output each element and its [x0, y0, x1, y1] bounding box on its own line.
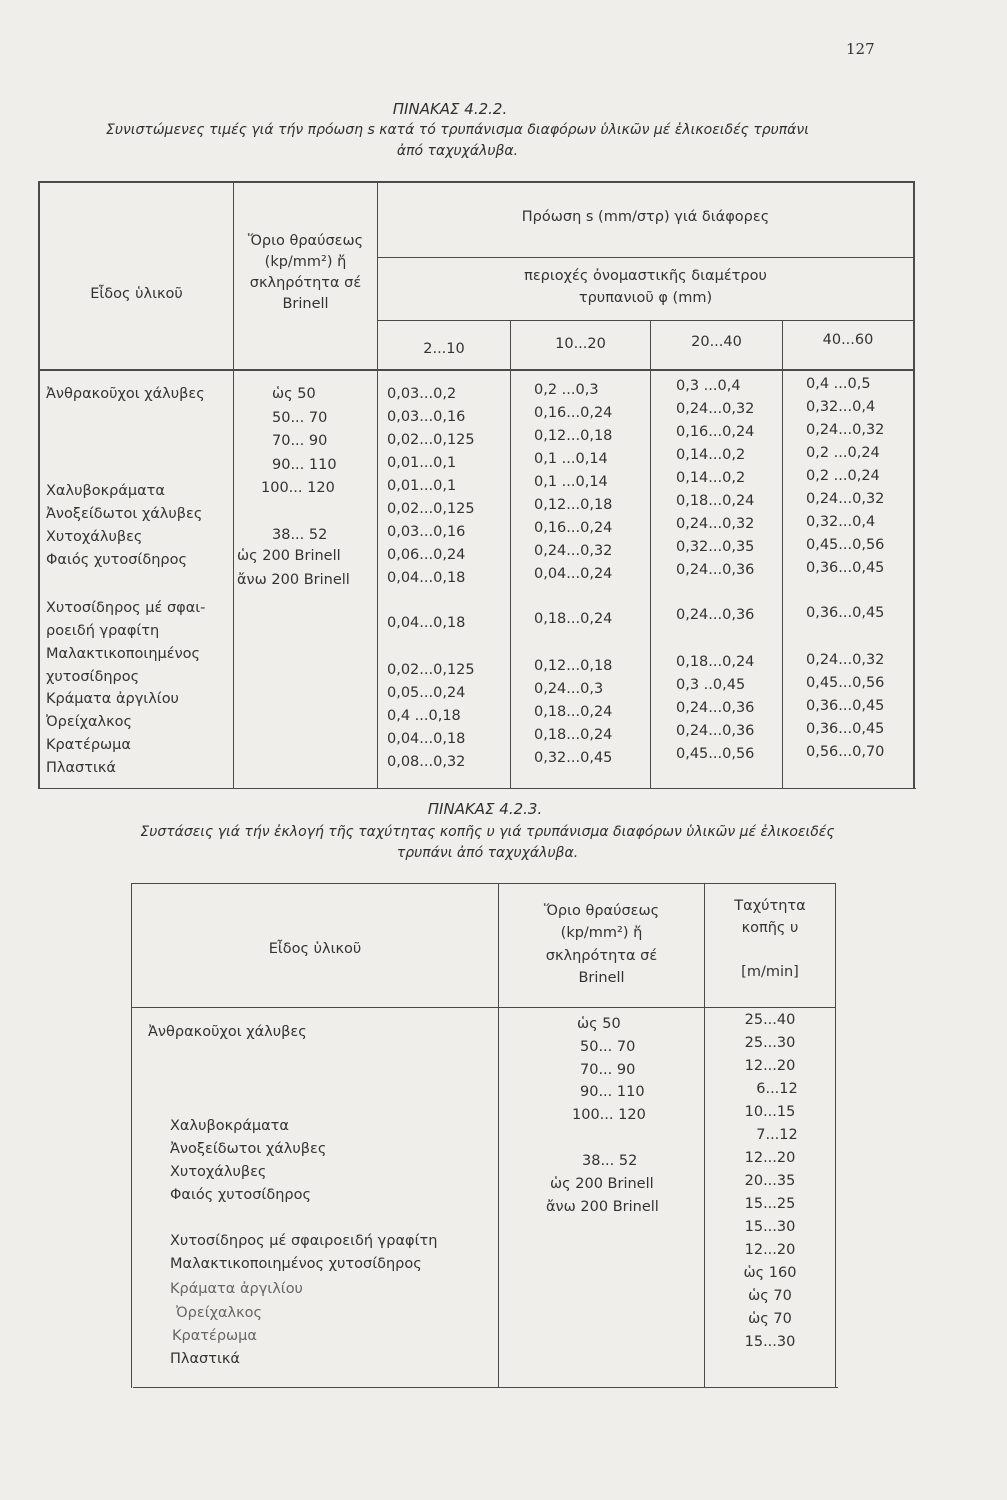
- t2-header-material: Εἶδος ὑλικοῦ: [268, 941, 362, 957]
- t2-str-3: 90... 110: [580, 1084, 645, 1100]
- t1-header-feed-3: τρυπανιοῦ φ (mm): [578, 290, 713, 306]
- t1-v-10-0: 0,02...0,125: [387, 662, 475, 678]
- t1-v-14-1: 0,32...0,45: [534, 750, 613, 766]
- t1-v-2-0: 0,02...0,125: [387, 432, 475, 448]
- t1-v-5-3: 0,24...0,32: [806, 491, 885, 507]
- t2-str-4: 100... 120: [572, 1107, 646, 1123]
- t2-header-strength-4: Brinell: [578, 970, 625, 986]
- t1-v-8-0: 0,04...0,18: [387, 570, 466, 586]
- t1-mat-9: Χυτοσίδηρος μέ σφαι-: [46, 600, 206, 616]
- t1-str-2: 70... 90: [272, 433, 328, 449]
- t2-speed-6: 12...20: [744, 1150, 796, 1166]
- t1-v-4-1: 0,1 ...0,14: [534, 474, 608, 490]
- t2-header-speed-1: Ταχύτητα: [734, 898, 806, 914]
- t1-v-0-0: 0,03...0,2: [387, 386, 457, 402]
- t1-v-5-0: 0,02...0,125: [387, 501, 475, 517]
- table2-title: ΠΙΝΑΚΑΣ 4.2.3.: [427, 800, 543, 818]
- t1-header-strength-2: (kp/mm²) ἤ: [264, 254, 347, 270]
- t1-v-12-2: 0,24...0,36: [676, 700, 755, 716]
- t2-str-2: 70... 90: [580, 1062, 636, 1078]
- t1-v-11-1: 0,24...0,3: [534, 681, 604, 697]
- t1-v-1-3: 0,32...0,4: [806, 399, 876, 415]
- t1-mat-11: Κράματα ἀργιλίου: [46, 691, 179, 707]
- t1-header-strength-1: Ὅριο θραύσεως: [247, 233, 364, 249]
- t1-str-0: ὡς 50: [272, 386, 316, 402]
- t1-v-12-1: 0,18...0,24: [534, 704, 613, 720]
- t2-speed-1: 25...30: [744, 1035, 796, 1051]
- t2-mat-1: Χαλυβοκράματα: [170, 1118, 289, 1134]
- t1-mat-0: Ἀνθρακοῦχοι χάλυβες: [46, 386, 205, 402]
- t1-v-12-0: 0,4 ...0,18: [387, 708, 461, 724]
- t1-v-5-2: 0,18...0,24: [676, 493, 755, 509]
- t2-header-speed-2: κοπῆς υ: [741, 920, 799, 936]
- t1-v-9-2: 0,24...0,36: [676, 607, 755, 623]
- t1-header-strength-4: Brinell: [282, 296, 329, 312]
- t1-v-12-3: 0,36...0,45: [806, 698, 885, 714]
- t1-str-1: 50... 70: [272, 410, 328, 426]
- t1-header-strength-3: σκληρότητα σέ: [249, 275, 362, 291]
- t1-v-5-1: 0,12...0,18: [534, 497, 613, 513]
- t1-mat-4: Χαλυβοκράματα: [46, 483, 165, 499]
- t1-v-4-0: 0,01...0,1: [387, 478, 457, 494]
- table2-caption-line2: τρυπάνι ἀπό ταχυχάλυβα.: [396, 845, 579, 861]
- t1-mat-6: Χυτοχάλυβες: [46, 529, 143, 545]
- t1-v-1-2: 0,24...0,32: [676, 401, 755, 417]
- t1-v-3-0: 0,01...0,1: [387, 455, 457, 471]
- t2-speed-5: 7...12: [756, 1127, 798, 1143]
- table1-title: ΠΙΝΑΚΑΣ 4.2.2.: [392, 100, 508, 118]
- t1-v-7-3: 0,45...0,56: [806, 537, 885, 553]
- t1-v-4-3: 0,2 ...0,24: [806, 468, 880, 484]
- t2-header-speed-unit: [m/min]: [741, 964, 799, 980]
- t1-range-3: 20...40: [691, 334, 742, 350]
- t1-v-1-0: 0,03...0,16: [387, 409, 466, 425]
- t1-v-6-2: 0,24...0,32: [676, 516, 755, 532]
- t1-v-14-3: 0,56...0,70: [806, 744, 885, 760]
- t1-v-11-2: 0,3 ..0,45: [676, 677, 746, 693]
- t2-mat-3: Χυτοχάλυβες: [170, 1164, 267, 1180]
- table2-caption: [60, 822, 915, 864]
- t1-str-8: ἄνω 200 Brinell: [237, 572, 350, 588]
- t1-mat-14: Πλαστικά: [46, 760, 116, 776]
- t1-v-14-0: 0,08...0,32: [387, 754, 466, 770]
- t1-v-6-3: 0,32...0,4: [806, 514, 876, 530]
- t1-v-0-1: 0,2 ...0,3: [534, 382, 599, 398]
- t2-mat-5: Χυτοσίδηρος μέ σφαιροειδή γραφίτη: [170, 1233, 438, 1249]
- t2-mat-7: Κράματα ἀργιλίου: [170, 1281, 303, 1297]
- t2-str-6: ὡς 200 Brinell: [550, 1176, 654, 1192]
- t2-speed-2: 12...20: [744, 1058, 796, 1074]
- t1-v-9-1: 0,18...0,24: [534, 611, 613, 627]
- t1-range-2: 10...20: [555, 336, 606, 352]
- t1-range-4: 40...60: [822, 332, 874, 348]
- t2-mat-9: Κρατέρωμα: [172, 1328, 257, 1344]
- t1-v-6-0: 0,03...0,16: [387, 524, 466, 540]
- t1-v-0-3: 0,4 ...0,5: [806, 376, 871, 392]
- t2-speed-0: 25...40: [744, 1012, 796, 1028]
- t1-v-9-0: 0,04...0,18: [387, 615, 466, 631]
- t2-speed-9: 15...30: [744, 1219, 796, 1235]
- t1-mat-9b: ροειδή γραφίτη: [46, 623, 160, 639]
- t1-v-7-1: 0,24...0,32: [534, 543, 613, 559]
- t2-mat-8: Ὀρείχαλκος: [176, 1305, 263, 1321]
- t1-v-14-2: 0,45...0,56: [676, 746, 755, 762]
- t2-speed-10: 12...20: [744, 1242, 796, 1258]
- t2-speed-11: ὡς 160: [743, 1265, 797, 1281]
- t2-header-strength-2: (kp/mm²) ἤ: [560, 925, 643, 941]
- t1-v-2-1: 0,12...0,18: [534, 428, 613, 444]
- t2-speed-8: 15...25: [744, 1196, 796, 1212]
- t1-v-13-1: 0,18...0,24: [534, 727, 613, 743]
- t2-header-strength-1: Ὅριο θραύσεως: [543, 903, 660, 919]
- t2-str-0: ὡς 50: [577, 1016, 621, 1032]
- t2-speed-14: 15...30: [744, 1334, 796, 1350]
- page-number: 127: [846, 40, 875, 58]
- t2-header-strength-3: σκληρότητα σέ: [545, 948, 658, 964]
- table1-caption-line1: Συνιστώμενες τιμές γιά τήν πρόωση s κατά τό τρυπάνισμα διαφόρων ὑλικῶν μέ ἑλικοειδές τρυπάνι: [106, 122, 809, 138]
- t1-v-11-0: 0,05...0,24: [387, 685, 466, 701]
- t2-speed-7: 20...35: [744, 1173, 796, 1189]
- t2-speed-4: 10...15: [744, 1104, 796, 1120]
- table1-caption-line2: ἀπό ταχυχάλυβα.: [396, 143, 519, 159]
- t1-v-7-0: 0,06...0,24: [387, 547, 466, 563]
- t1-v-13-3: 0,36...0,45: [806, 721, 885, 737]
- t1-v-3-2: 0,14...0,2: [676, 447, 746, 463]
- table2-caption-line1: Συστάσεις γιά τήν ἐκλογή τῆς ταχύτητας κοπῆς υ γιά τρυπάνισμα διαφόρων ὑλικῶν μέ ἑλικοειδές: [140, 824, 835, 840]
- t1-range-1: 2...10: [423, 341, 465, 357]
- t2-str-1: 50... 70: [580, 1039, 636, 1055]
- t1-v-13-0: 0,04...0,18: [387, 731, 466, 747]
- t1-v-10-2: 0,18...0,24: [676, 654, 755, 670]
- t1-header-material: Εἶδος ὑλικοῦ: [90, 286, 183, 302]
- t2-mat-0: Ἀνθρακοῦχοι χάλυβες: [148, 1024, 307, 1040]
- t2-speed-12: ὡς 70: [748, 1288, 792, 1304]
- table1-caption: [35, 120, 880, 162]
- t1-v-11-3: 0,45...0,56: [806, 675, 885, 691]
- t1-str-6: 38... 52: [272, 527, 328, 543]
- t1-mat-10: Μαλακτικοποιημένος: [46, 646, 201, 662]
- t1-v-9-3: 0,36...0,45: [806, 605, 885, 621]
- t1-header-feed-2: περιοχές ὀνομαστικῆς διαμέτρου: [524, 268, 767, 284]
- t1-v-1-1: 0,16...0,24: [534, 405, 613, 421]
- t1-v-0-2: 0,3 ...0,4: [676, 378, 741, 394]
- t1-v-8-1: 0,04...0,24: [534, 566, 613, 582]
- t1-v-7-2: 0,32...0,35: [676, 539, 755, 555]
- t2-str-7: ἄνω 200 Brinell: [546, 1199, 659, 1215]
- t1-v-3-3: 0,2 ...0,24: [806, 445, 880, 461]
- t1-v-6-1: 0,16...0,24: [534, 520, 613, 536]
- t2-mat-6: Μαλακτικοποιημένος χυτοσίδηρος: [170, 1256, 422, 1272]
- t2-mat-4: Φαιός χυτοσίδηρος: [170, 1187, 311, 1203]
- t1-mat-10b: χυτοσίδηρος: [46, 669, 140, 685]
- t1-v-10-3: 0,24...0,32: [806, 652, 885, 668]
- t2-speed-3: 6...12: [756, 1081, 798, 1097]
- t2-mat-2: Ἀνοξείδωτοι χάλυβες: [170, 1141, 327, 1157]
- t1-v-8-2: 0,24...0,36: [676, 562, 755, 578]
- t1-header-feed-1: Πρόωση s (mm/στρ) γιά διάφορες: [521, 209, 770, 225]
- t2-speed-13: ὡς 70: [748, 1311, 792, 1327]
- t1-v-10-1: 0,12...0,18: [534, 658, 613, 674]
- t1-str-7: ὡς 200 Brinell: [237, 548, 341, 564]
- t1-str-3: 90... 110: [272, 457, 337, 473]
- t1-v-2-2: 0,16...0,24: [676, 424, 755, 440]
- t1-v-8-3: 0,36...0,45: [806, 560, 885, 576]
- t1-v-13-2: 0,24...0,36: [676, 723, 755, 739]
- t1-str-4: 100... 120: [261, 480, 335, 496]
- t2-mat-10: Πλαστικά: [170, 1351, 240, 1367]
- t1-mat-12: Ὀρείχαλκος: [46, 714, 133, 730]
- t1-v-4-2: 0,14...0,2: [676, 470, 746, 486]
- t1-mat-7: Φαιός χυτοσίδηρος: [46, 552, 187, 568]
- t2-str-5: 38... 52: [582, 1153, 638, 1169]
- t1-mat-13: Κρατέρωμα: [46, 737, 131, 753]
- t1-v-2-3: 0,24...0,32: [806, 422, 885, 438]
- t1-v-3-1: 0,1 ...0,14: [534, 451, 608, 467]
- t1-mat-5: Ἀνοξείδωτοι χάλυβες: [46, 506, 203, 522]
